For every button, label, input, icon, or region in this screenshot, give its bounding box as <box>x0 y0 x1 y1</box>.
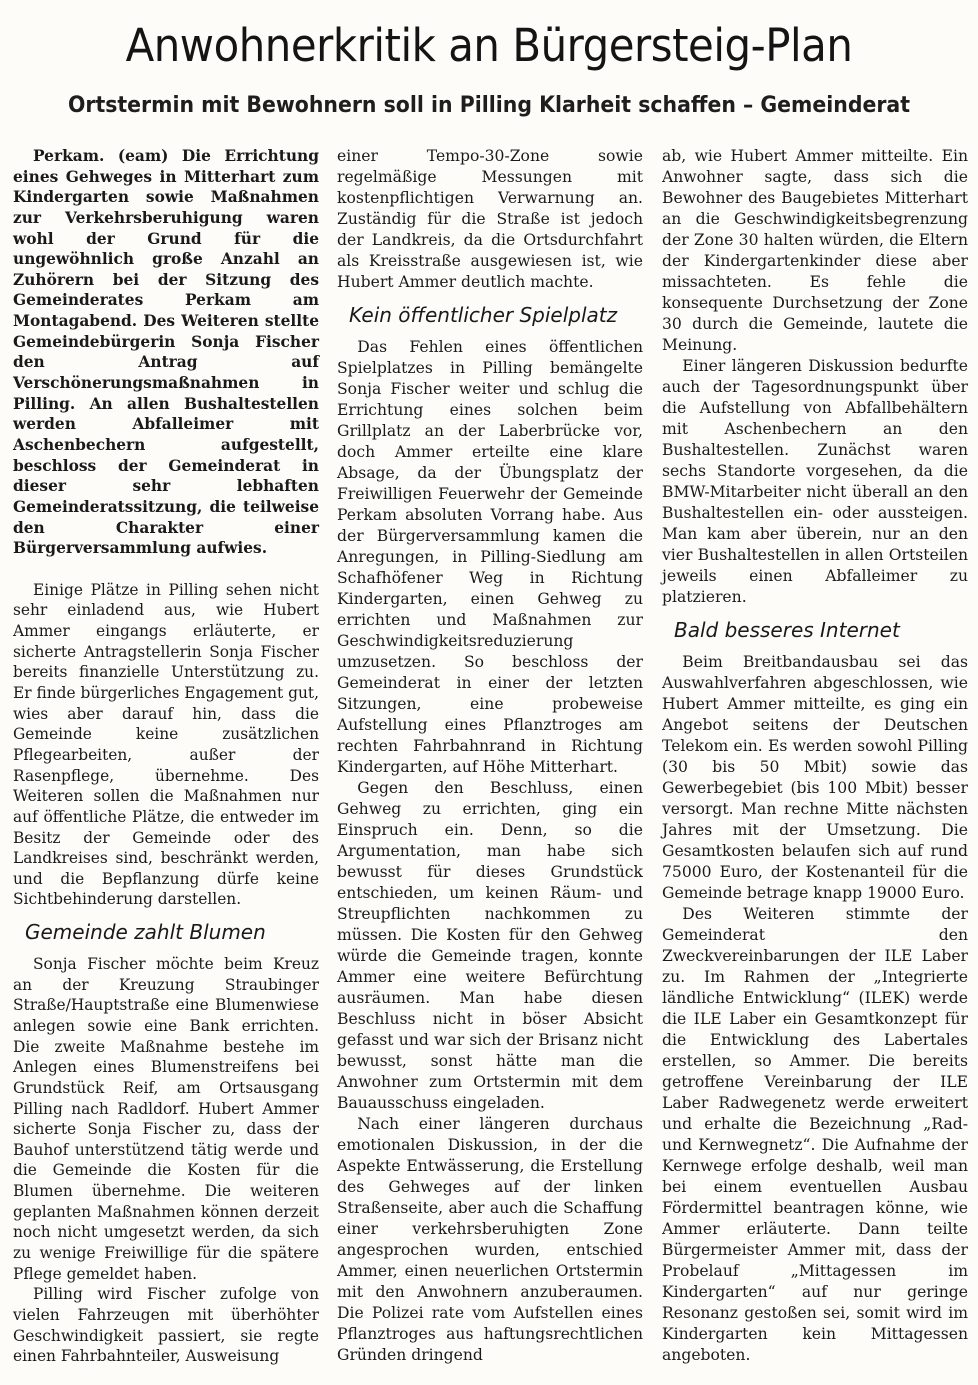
article-headline: Anwohnerkritik an Bürgersteig-Plan <box>125 19 853 72</box>
body-paragraph: Pilling wird Fischer zufolge von vielen Fahrzeugen mit überhöhter Geschwindigkeit passiert, sie regte einen Fahrbahnteiler, Ausweisung <box>13 1285 319 1366</box>
body-paragraph: Gegen den Beschluss, einen Gehweg zu errichten, ging ein Einspruch ein. Denn, so die Argumentation, man habe sich bewusst für dieses Grundstück entschieden, um keinen Räum- und Streupflichten nachkommen zu müssen. Die Kosten für den Gehweg würde die Gemeinde tragen, konnte Ammer eine weitere Befürchtung ausräumen. Man habe diesen Beschluss nicht in böser Absicht gefasst und war sich der Brisanz nicht bewusst, sonst hätte man die Anwohner zum Ortstermin mit dem Bauausschuss eingeladen. <box>337 779 643 1112</box>
section-heading-internet: Bald besseres Internet <box>674 618 900 642</box>
section-heading-spielplatz: Kein öffentlicher Spielplatz <box>349 303 618 327</box>
body-paragraph-continued: ab, wie Hubert Ammer mitteilte. Ein Anwohner sagte, dass sich die Bewohner des Baugebietes Mitterhart an die Geschwindigkeitsbegrenzung der Zone 30 halten würden, die Eltern der Kindergartenkinder diese aber missachteten. Es fehle die konsequente Durchsetzung der Zone 30 durch die Gemeinde, lautete die Meinung. <box>662 147 968 354</box>
body-paragraph: Des Weiteren stimmte der Gemeinderat den Zweckvereinbarungen der ILE Laber zu. Im Rahmen der „Integrierte ländliche Entwicklung“ (ILEK) werde die ILE Laber ein Gesamtkonzept für die Entwicklung des Labertales erstellen, so Ammer. Die bereits getroffene Vereinbarung der ILE Laber Radwegenetz werde erweitert und erhalte die Bezeichnung „Rad- und Kernwegnetz“. Die Aufnahme der Kernwege erfolge deshalb, weil man bei einem eventuellen Ausbau Fördermittel beantragen könne, wie Ammer erläuterte. Dann teilte Bürgermeister Ammer mit, dass der Probelauf „Mittagessen im Kindergarten“ auf nur geringe Resonanz gestoßen sei, somit wird im Kindergarten kein Mittagessen angeboten. <box>662 905 968 1364</box>
body-paragraph: Das Fehlen eines öffentlichen Spielplatzes in Pilling bemängelte Sonja Fischer weiter und schlug die Errichtung eines solchen beim Grillplatz an der Laberbrücke vor, doch Ammer erteilte eine klare Absage, da der Übungsplatz der Freiwilligen Feuerwehr der Gemeinde Perkam absoluten Vorrang habe. Aus der Bürgerversammlung kamen die Anregungen, in Pilling-Siedlung am Schafhöfener Weg in Richtung Kindergarten, einen Gehweg zu errichten und Maßnahmen zur Geschwindigkeitsreduzierung umzusetzen. So beschloss der Gemeinderat in einer der letzten Sitzungen, eine probeweise Aufstellung eines Pflanztroges am rechten Fahrbahnrand in Richtung Kindergarten, auf Höhe Mitterhart. <box>337 338 643 776</box>
article-lead: Perkam. (eam) Die Errichtung eines Gehweges in Mitterhart zum Kindergarten sowie Maßnahmen zur Verkehrsberuhigung waren wohl der Grund für die ungewöhnlich große Anzahl an Zuhörern bei der Sitzung des Gemeinderates Perkam am Montagabend. Des Weiteren stellte Gemeindebürgerin Sonja Fischer den Antrag auf Verschönerungsmaßnahmen in Pilling. An allen Bushaltestellen werden Abfalleimer mit Aschenbechern aufgestellt, beschloss der Gemeinderat in dieser sehr lebhaften Gemeinderatssitzung, die teilweise den Charakter einer Bürgerversammlung aufwies. <box>13 147 319 558</box>
section-heading-blumen: Gemeinde zahlt Blumen <box>25 920 266 945</box>
body-paragraph: Einige Plätze in Pilling sehen nicht sehr einladend aus, wie Hubert Ammer eingangs erläuterte, er sicherte Antragstellerin Sonja Fischer bereits finanzielle Unterstützung zu. Er finde bürgerliches Engagement gut, wies aber darauf hin, dass die Gemeinde keine zusätzlichen Pflegearbeiten, außer der Rasenpflege, übernehme. Des Weiteren sollen die Maßnahmen nur auf öffentliche Plätze, die entweder im Besitz der Gemeinde oder des Landkreises sind, beschränkt werden, und die Bepflanzung dürfe keine Sichtbehinderung darstellen. <box>13 580 319 909</box>
body-paragraph-continued: einer Tempo-30-Zone sowie regelmäßige Messungen mit kostenpflichtigen Verwarnung an. Zuständig für die Straße ist jedoch der Landkreis, da die Ortsdurchfahrt als Kreisstraße ausgewiesen ist, wie Hubert Ammer deutlich machte. <box>337 147 643 291</box>
body-paragraph: Nach einer längeren durchaus emotionalen Diskussion, in der die Aspekte Entwässerung, die Erstellung des Gehweges auf der linken Straßenseite, aber auch die Schaffung einer verkehrsberuhigten Zone angesprochen wurden, entschied Ammer, einen neuerlichen Ortstermin mit den Anwohnern anzuberaumen. Die Polizei rate vom Aufstellen eines Pflanztroges aus haftungsrechtlichen Gründen dringend <box>337 1115 643 1364</box>
body-paragraph: Beim Breitbandausbau sei das Auswahlverfahren abgeschlossen, wie Hubert Ammer mitteilte, es ging ein Angebot seitens der Deutschen Telekom ein. Es werden sowohl Pilling (30 bis 50 Mbit) sowie das Gewerbegebiet (bis 100 Mbit) besser versorgt. Man rechne Mitte nächsten Jahres mit der Umsetzung. Die Gesamtkosten belaufen sich auf rund 75000 Euro, der Kostenanteil für die Gemeinde betrage knapp 19000 Euro. <box>662 653 968 902</box>
article-subheadline: Ortstermin mit Bewohnern soll in Pilling Klarheit schaffen – Gemeinderat <box>67 93 911 118</box>
body-paragraph: Einer längeren Diskussion bedurfte auch der Tagesordnungspunkt über die Aufstellung von Abfallbehältern mit Aschenbechern an den Bushaltestellen. Zunächst waren sechs Standorte vorgesehen, da die BMW-Mitarbeiter nicht überall an den Bushaltestellen ein- oder aussteigen. Man kam aber überein, nur an den vier Bushaltestellen in allen Ortsteilen jeweils einen Abfalleimer zu platzieren. <box>662 357 968 606</box>
article-column-3 <box>662 146 968 1366</box>
article-column-2 <box>337 146 643 1366</box>
body-paragraph: Sonja Fischer möchte beim Kreuz an der Kreuzung Straubinger Straße/Hauptstraße eine Blumenwiese anlegen sowie eine Bank errichten. Die zweite Maßnahme bestehe im Anlegen eines Blumenstreifens bei Grundstück Reif, am Ortsausgang Pilling nach Radldorf. Hubert Ammer sicherte Sonja Fischer zu, dass der Bauhof unterstützend tätig werde und die Gemeinde die Kosten für die Blumen übernehme. Die weiteren geplanten Maßnahmen können derzeit noch nicht umgesetzt werden, da sich zu wenige Freiwillige für die spätere Pflege gemeldet haben. <box>13 955 319 1283</box>
article-column-1 <box>13 146 319 1367</box>
